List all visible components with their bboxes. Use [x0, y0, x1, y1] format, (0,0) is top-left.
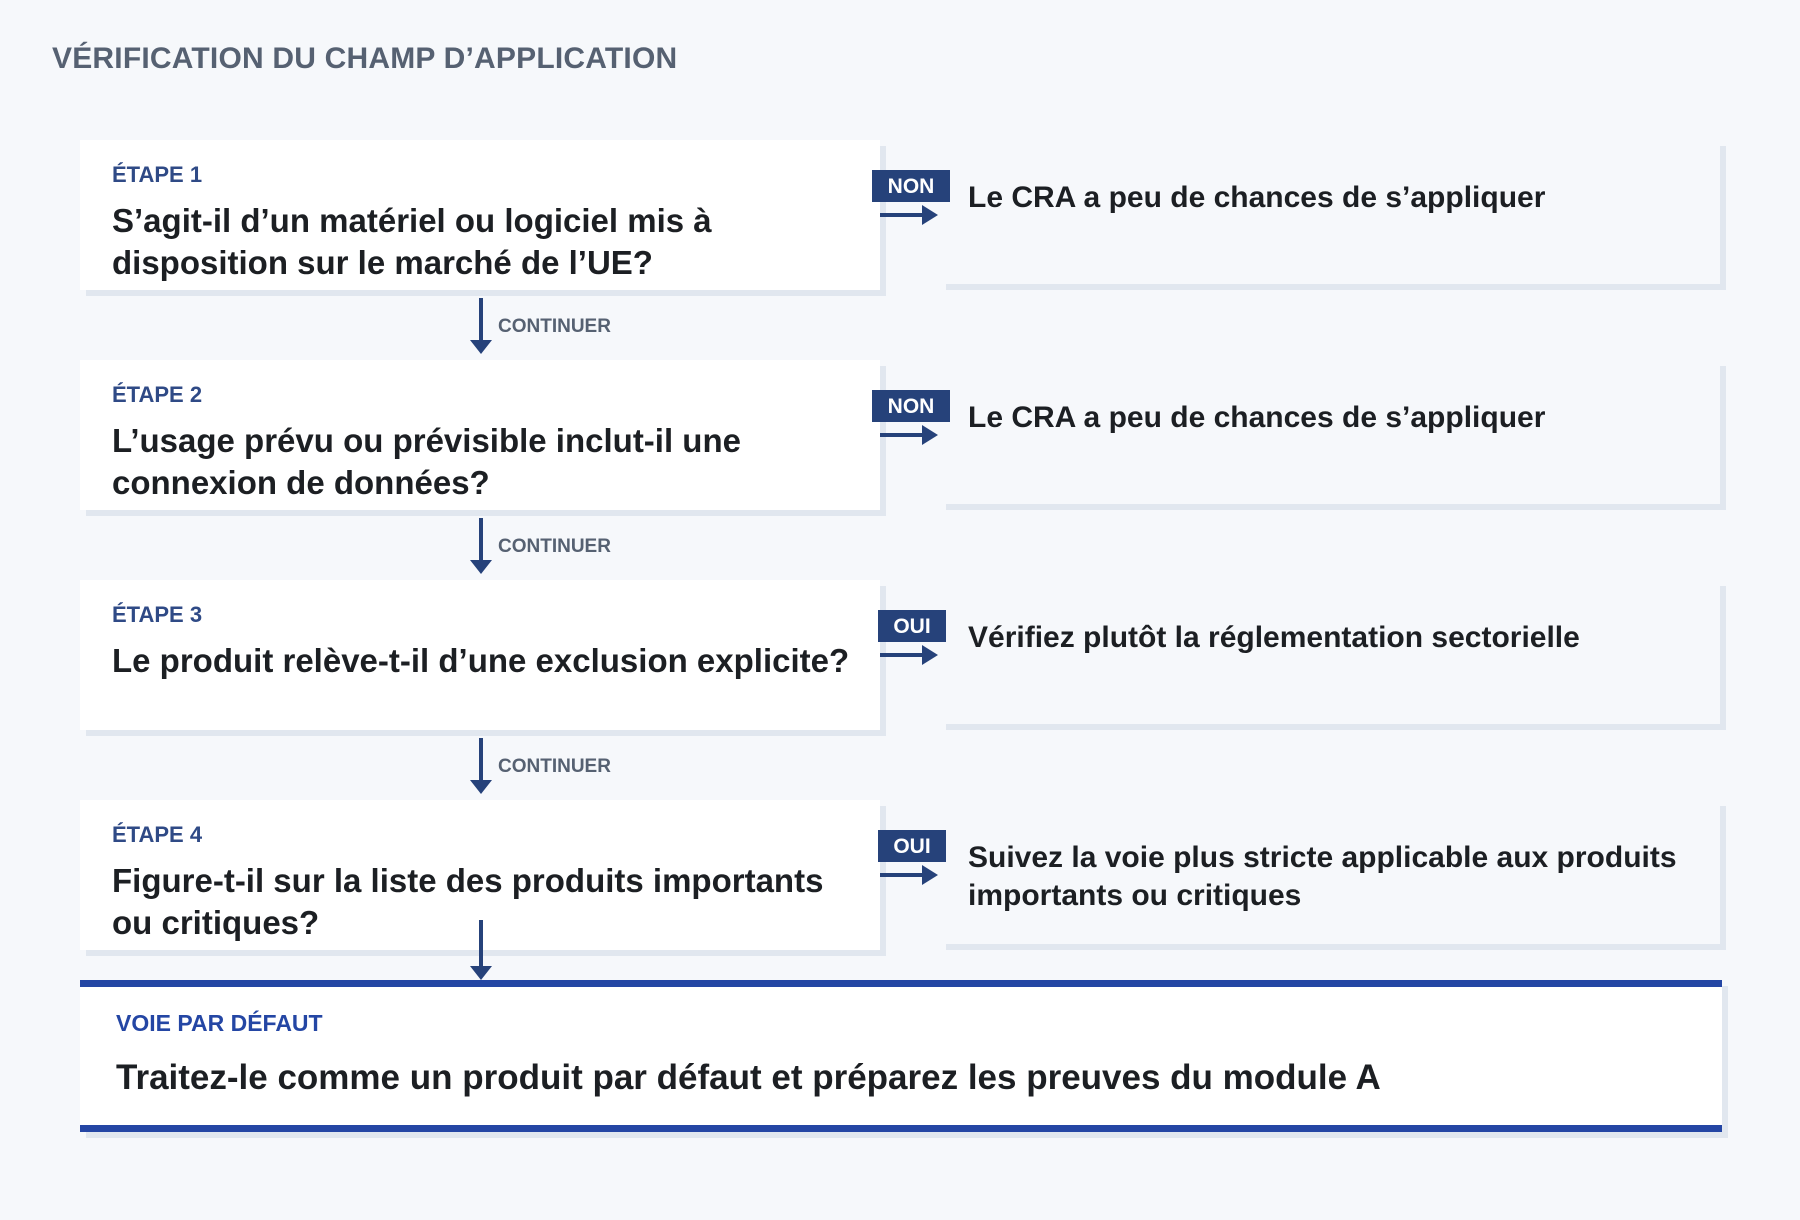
step-1-continue-label: CONTINUER [498, 316, 611, 337]
default-path-box [80, 980, 1722, 1132]
right-arrow-icon [880, 422, 940, 448]
step-2-branch-connector [872, 390, 948, 470]
step-1-continue-connector [470, 298, 690, 358]
down-arrow-icon [470, 738, 496, 796]
step-2-outcome: Le CRA a peu de chances de s’appliquer [968, 401, 1546, 434]
step-3-continue-label: CONTINUER [498, 756, 611, 777]
step-3-outcome-box [946, 586, 1726, 730]
step-3-continue-connector [470, 738, 690, 798]
step-1-outcome-box [946, 146, 1726, 290]
right-arrow-icon [880, 862, 940, 888]
down-arrow-icon [470, 298, 496, 356]
step-1-question-box [80, 140, 880, 290]
step-4-outcome-box [946, 806, 1726, 950]
step-3-label: ÉTAPE 3 [112, 602, 203, 627]
step-3-outcome: Vérifiez plutôt la réglementation sectorielle [968, 621, 1580, 654]
step-3-question-box [80, 580, 880, 730]
step-2-question-box [80, 360, 880, 510]
step-2-outcome-box [946, 366, 1726, 510]
step-3-branch-badge: OUI [878, 610, 946, 642]
step-3-branch-connector [872, 610, 948, 690]
step-2-continue-label: CONTINUER [498, 536, 611, 557]
step-1-branch-connector [872, 170, 948, 250]
default-path-label: VOIE PAR DÉFAUT [116, 1010, 323, 1036]
step-2-continue-connector [470, 518, 690, 578]
down-arrow-icon [470, 518, 496, 576]
step-1-question: S’agit-il d’un matériel ou logiciel mis à disposition sur le marché de l’UE? [112, 202, 712, 281]
step-3-question: Le produit relève-t-il d’une exclusion explicite? [112, 642, 850, 679]
step-1-branch-badge: NON [872, 170, 950, 202]
step-2-question: L’usage prévu ou prévisible inclut-il une connexion de données? [112, 422, 741, 501]
step-4-label: ÉTAPE 4 [112, 822, 203, 847]
step-1-label: ÉTAPE 1 [112, 162, 203, 187]
down-arrow-icon [470, 920, 496, 982]
page-title: VÉRIFICATION DU CHAMP D’APPLICATION [52, 42, 678, 75]
right-arrow-icon [880, 202, 940, 228]
step-1-outcome: Le CRA a peu de chances de s’appliquer [968, 181, 1546, 214]
step-4-branch-connector [872, 830, 948, 910]
step-4-question: Figure-t-il sur la liste des produits importants ou critiques? [112, 862, 824, 941]
step-2-label: ÉTAPE 2 [112, 382, 203, 407]
step-4-branch-badge: OUI [878, 830, 946, 862]
step-4-outcome: Suivez la voie plus stricte applicable aux produits importants ou critiques [968, 841, 1677, 912]
step-2-branch-badge: NON [872, 390, 950, 422]
default-path-text: Traitez-le comme un produit par défaut et préparez les preuves du module A [116, 1058, 1381, 1097]
right-arrow-icon [880, 642, 940, 668]
